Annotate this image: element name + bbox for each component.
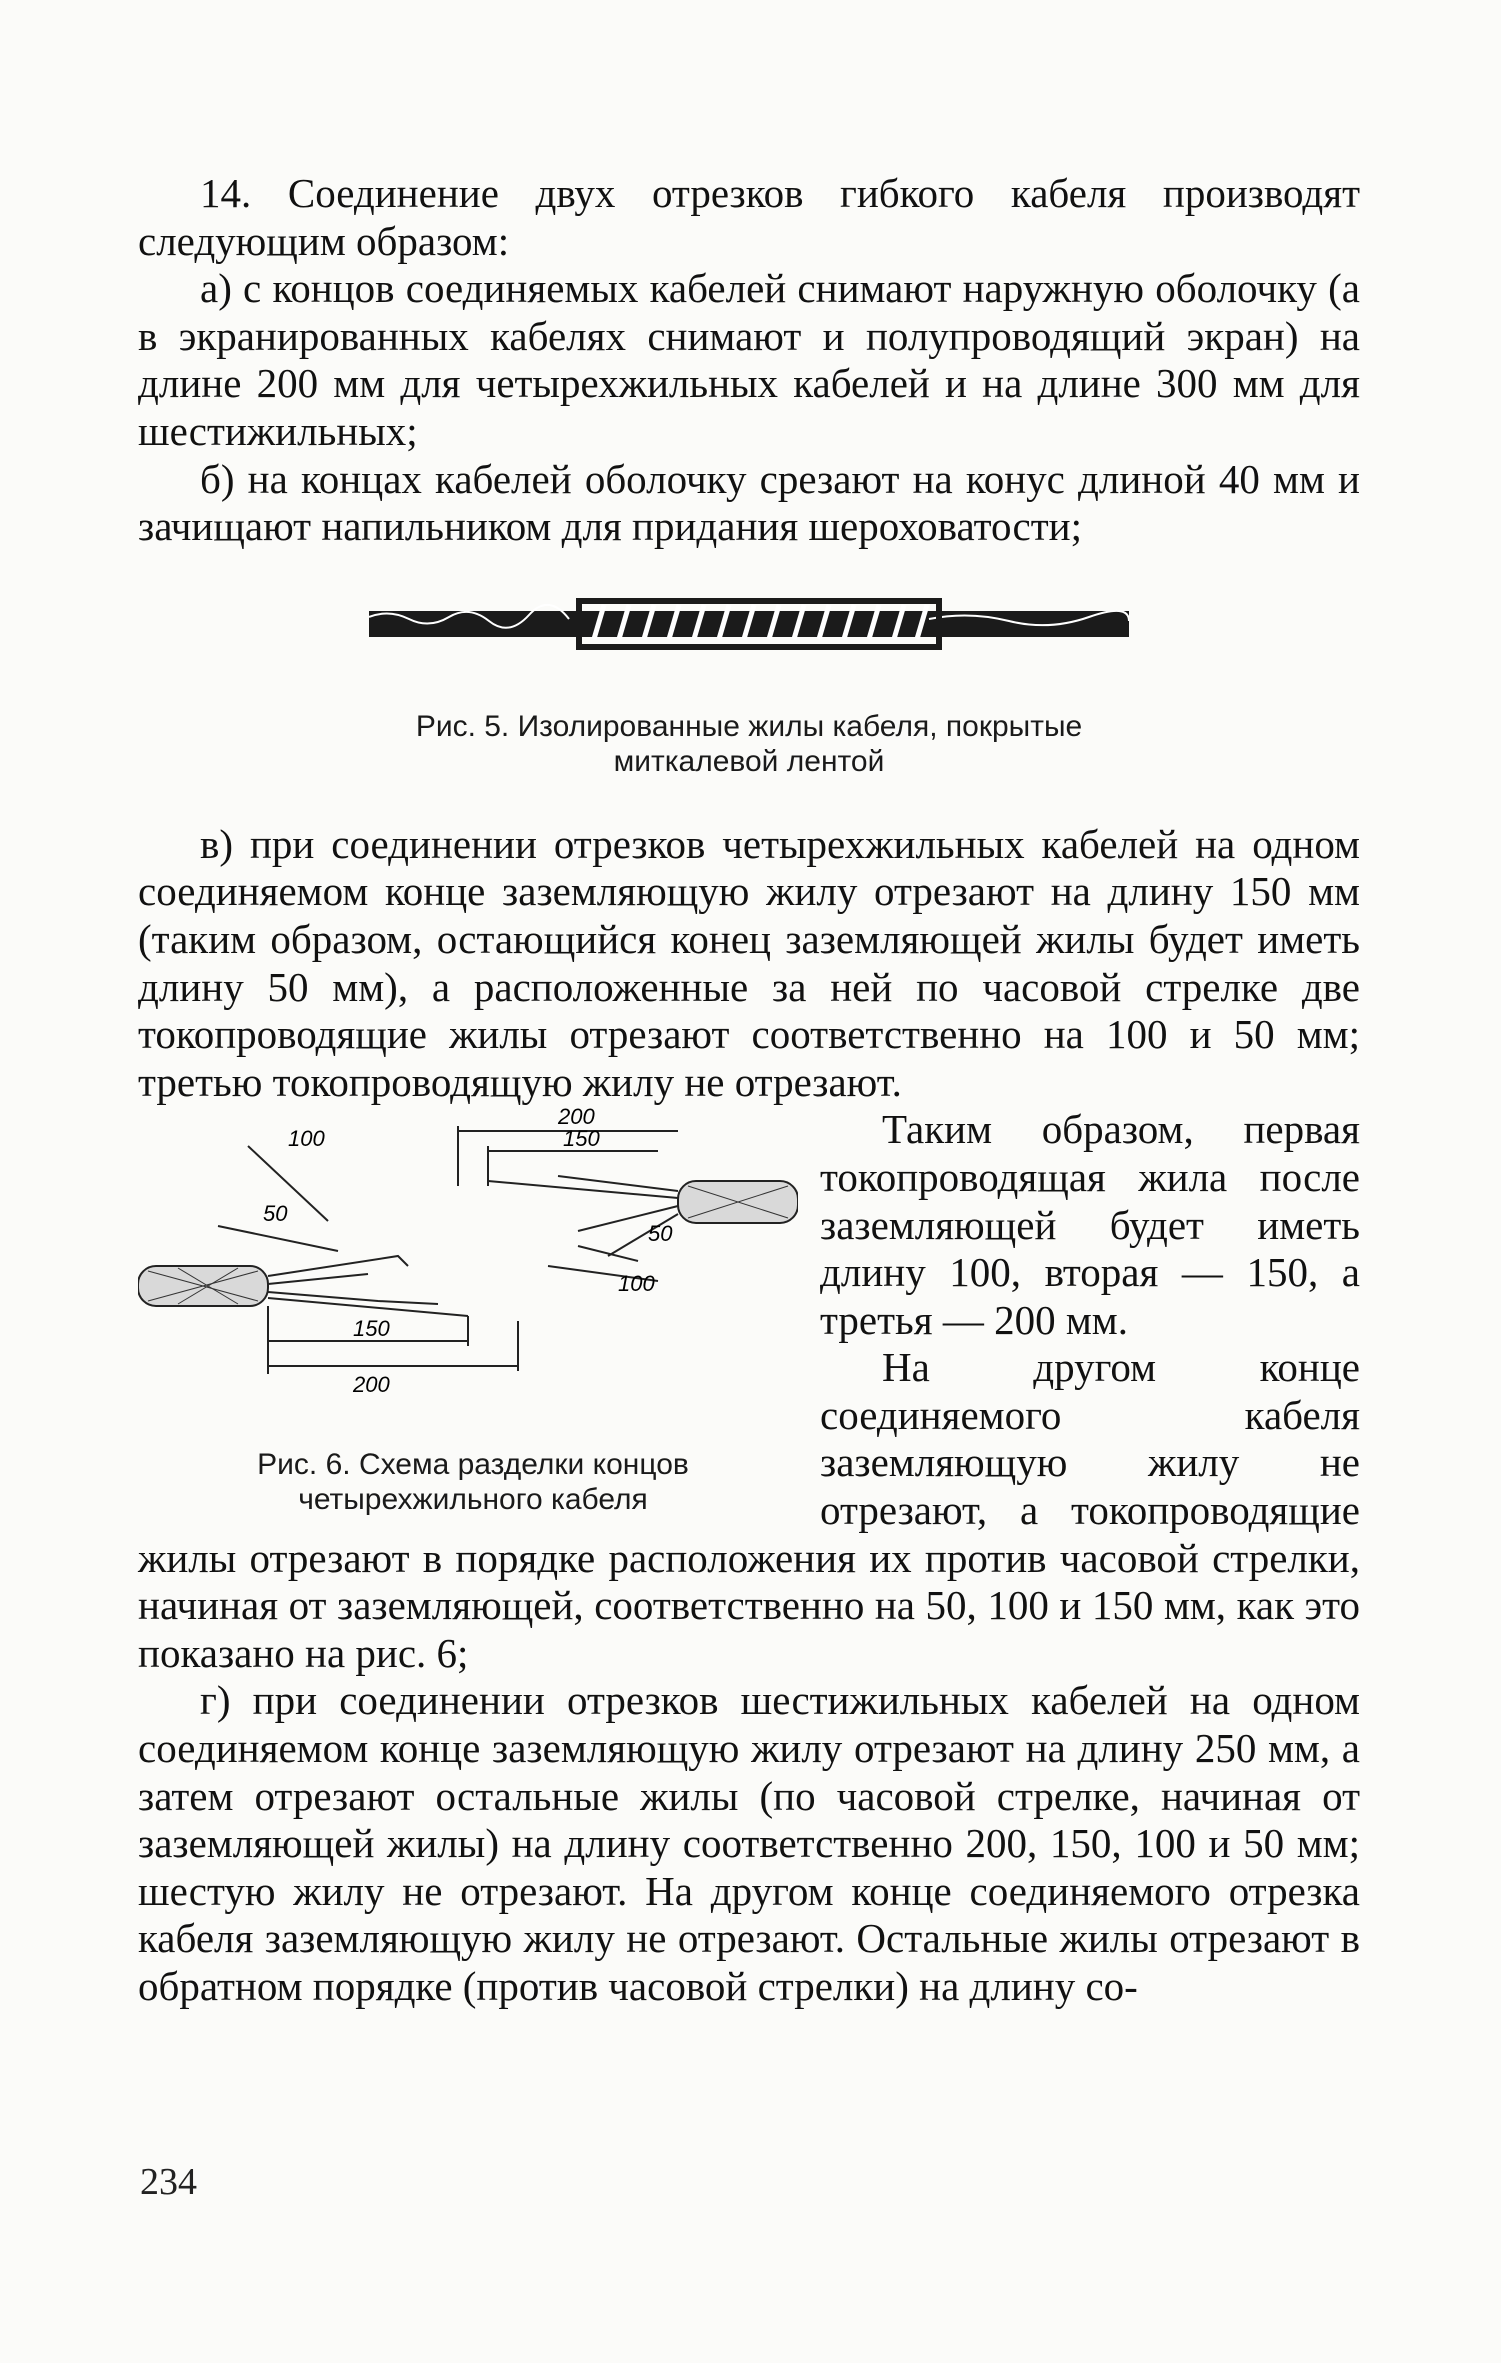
paragraph-v3: На другом конце соединяемого кабеля заземляющую жилу не отрезают, а токопроводящие жилы отрезают в порядке расположения их против часовой стрелки, начиная от заземляющей, соответственно на 50, 100 и 150 мм, как это показано на рис. 6; [138, 1344, 1360, 1676]
label-200-left: 200 [353, 1372, 390, 1398]
cable-cores-illustration [369, 591, 1129, 661]
paragraph-14: 14. Соединение двух отрезков гибкого кабеля производят следующим образом: [138, 170, 1360, 264]
label-200-right: 200 [558, 1106, 595, 1130]
paragraph-v: в) при соединении отрезков четырехжильных кабелей на одном соединяемом конце заземляющую жилу отрезают на длину 150 мм (таким образом, остающийся конец заземляющей жилы будет иметь длину 50 мм), а расположенные за ней по часовой стрелке две токопроводящие жилы отрезают соответственно на 100 и 50 мм; третью токопроводящую жилу не отрезают. [138, 820, 1360, 1105]
label-100-right: 100 [618, 1271, 655, 1297]
figure-5 [138, 591, 1360, 779]
figure-6-caption: Рис. 6. Схема разделки концов четырехжильного кабеля [257, 1448, 689, 1517]
paragraph-b: б) на концах кабелей оболочку срезают на конус длиной 40 мм и зачищают напильником для придания шероховатости; [138, 455, 1360, 550]
label-50-left: 50 [263, 1201, 288, 1227]
paragraph-v2: Таким образом, первая токопроводящая жила после заземляющей будет иметь длину 100, вторая — 150, а третья — 200 мм. [820, 1106, 1360, 1343]
figure-6 [138, 1106, 798, 1517]
page-body [138, 170, 1360, 2011]
figure-5-caption: Рис. 5. Изолированные жилы кабеля, покрытые миткалевой лентой [415, 709, 1083, 778]
page-number: 234 [140, 2161, 197, 2203]
label-100-left: 100 [288, 1126, 325, 1152]
label-150-right: 150 [563, 1126, 600, 1152]
label-50-right: 50 [648, 1221, 673, 1247]
label-150-left: 150 [353, 1316, 390, 1342]
paragraph-a: а) с концов соединяемых кабелей снимают наружную оболочку (а в экранированных кабелях снимают и полупроводящий экран) на длине 200 мм для четырехжильных кабелей и на длине 300 мм для шестижильных; [138, 265, 1360, 454]
paragraph-g: г) при соединении отрезков шестижильных кабелей на одном соединяемом конце заземляющую жилу отрезают на длину 250 мм, а затем отрезают остальные жилы (по часовой стрелке, начиная от заземляющей жилы) на длину соответственно 200, 150, 100 и 50 мм; шестую жилу не отрезают. На другом конце соединяемого отрезка кабеля заземляющую жилу не отрезают. Остальные жилы отрезают в обратном порядке (против часовой стрелки) на длину со- [138, 1677, 1360, 2009]
cable-cutting-diagram [138, 1106, 798, 1436]
